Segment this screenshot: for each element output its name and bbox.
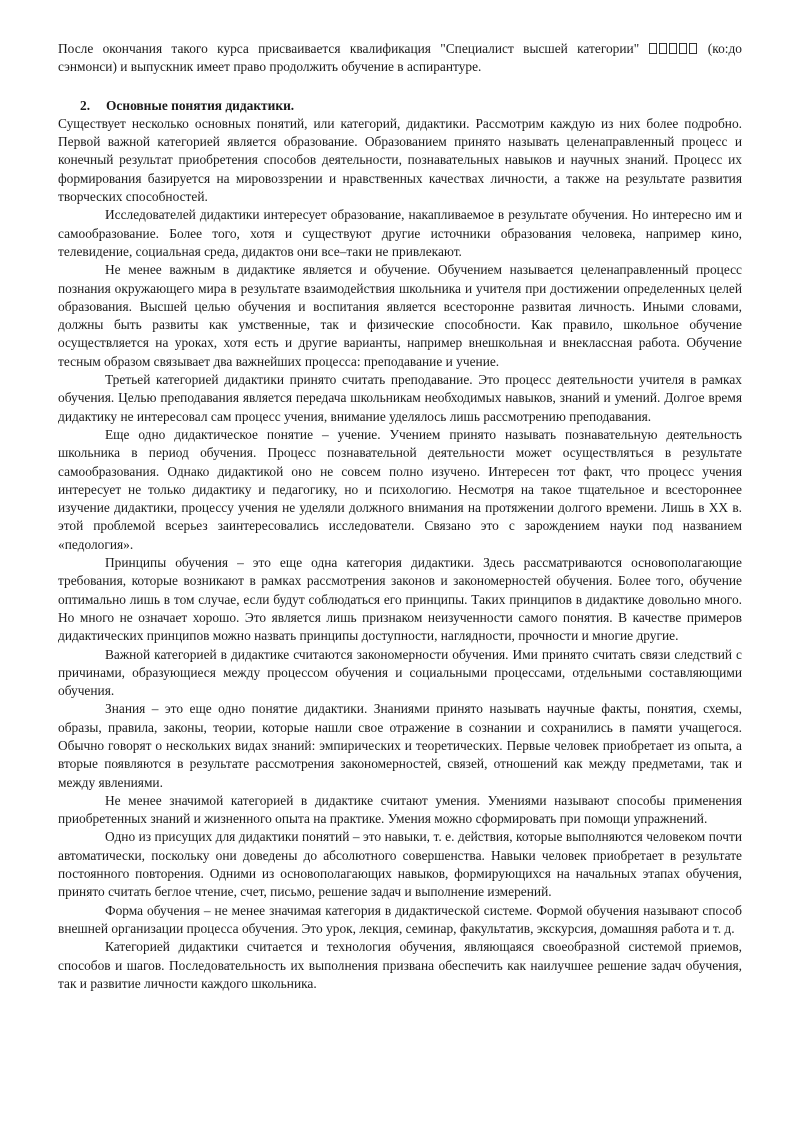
paragraph: Не менее важным в дидактике является и обучение. Обучением называется целенаправленный процесс познания окружающего мира в результате взаимодействия школьника и учителя при достижении определенных целей образования. Высшей целью обучения и воспитания является всесторонне развитая личность. Иными словами, должны быть развиты как умственные, так и физические способности. Как правило, школьное обучение осуществляется на уроках, хотя есть и другие варианты, например внешкольная и внеклассная работа. Обучение тесным образом связывает два важнейших процесса: преподавание и учение. [58, 262, 742, 369]
paragraph: Важной категорией в дидактике считаются закономерности обучения. Ими принято считать связи следствий с причинами, образующиеся между процессом обучения и социальными процессами, отдельными составляющими обучения. [58, 646, 742, 699]
paragraph: Форма обучения – не менее значимая категория в дидактической системе. Формой обучения называют способ внешней организации процесса обучения. Это урок, лекция, семинар, факультатив, экскурсия, домашняя работа и т. д. [58, 902, 742, 936]
missing-glyph-box [679, 43, 687, 54]
body-text [58, 115, 742, 993]
paragraph: Одно из присущих для дидактики понятий – это навыки, т. е. действия, которые выполняются человеком почти автоматически, поскольку они доведены до абсолютного совершенства. Навыки человек приобретает в результате постоянного повторения. Одними из основополагающих навыков, формирующихся на начальных этапах обучения, принято считать беглое чтение, счет, письмо, решение задач и выполнение измерений. [58, 829, 742, 900]
section-title: Основные понятия дидактики. [106, 97, 295, 113]
paragraph: Не менее значимой категорией в дидактике считают умения. Умениями называют способы применения приобретенных знаний и жизненного опыта на практике. Умения можно сформировать при помощи упражнений. [58, 792, 742, 827]
missing-glyph-box [649, 43, 657, 54]
missing-glyph-box [689, 43, 697, 54]
paragraph: Существует несколько основных понятий, или категорий, дидактики. Рассмотрим каждую из них более подробно. Первой важной категорией является образование. Образованием принято называть целенаправленный процесс и конечный результат приобретения способов деятельности, познавательных навыков и научных знаний. Процесс их формирования базируется на мировоззрении и нравственных качествах личности, а также на результате развития творческих способностей. [58, 115, 742, 205]
paragraph: Категорией дидактики считается и технология обучения, являющаяся своеобразной системой приемов, способов и шагов. Последовательность их выполнения призвана обеспечить как наилучшее решение задач обучения, так и развитие личности каждого школьника. [58, 939, 742, 991]
intro-paragraph [58, 40, 742, 77]
paragraph: Принципы обучения – это еще одна категория дидактики. Здесь рассматриваются основополагающие требования, которые возникают в рамках рассмотрения законов и закономерностей обучения. Более того, обучение оптимально лишь в том случае, если будут соблюдаться его принципы. Таких принципов в дидактике довольно много. Но много не означает хорошо. Это является лишь признаком неизученности самого понятия. В качестве примеров дидактических принципов можно назвать принципы доступности, наглядности, прочности и многие другие. [58, 555, 742, 644]
section-number: 2. [80, 97, 91, 113]
paragraph: Знания – это еще одно понятие дидактики. Знаниями принято называть научные факты, понятия, схемы, образы, правила, законы, теории, которые нашли свое отражение в сознании и сохранились в памяти учащегося. Обычно говорят о нескольких видах знаний: эмпирических и теоретических. Первые человек приобретает из опыта, а вторые появляются в результате рассмотрения закономерностей, связей, отношений как между предметами, так и между явлениями. [58, 701, 742, 790]
paragraph: Исследователей дидактики интересует образование, накапливаемое в результате обучения. Но интересно им и самообразование. Более того, хотя и существуют другие источники образования человека, например кино, телевидение, социальная среда, дидактов они все–таки не привлекают. [58, 207, 742, 259]
document-page [58, 40, 742, 993]
intro-text-after: (ко:до сэнмонси) и выпускник имеет право продолжить обучение в аспирантуре. [58, 41, 743, 75]
paragraph: Третьей категорией дидактики принято считать преподавание. Это процесс деятельности учителя в рамках обучения. Целью преподавания является передача школьникам необходимых навыков, знаний и умений. Долгое время дидактику не интересовал сам процесс учения, внимание уделялось лишь рассмотрению преподавания. [58, 372, 742, 424]
paragraph: Еще одно дидактическое понятие – учение. Учением принято называть познавательную деятельность школьника в период обучения. Процесс познавательной деятельности может осуществляться в результате самообразования. Однако дидактикой оно не совсем полно изучено. Интересен тот факт, что процесс учения интересует не только дидактику и педагогику, но и психологию. Несмотря на такое тщательное и всестороннее изучение дидактики, процессу учения не уделяли должного внимания на протяжении долгого времени. Лишь в XX в. этой проблемой всерьез заинтересовались исследователи. Связано это с зарождением науки под названием «педология». [58, 426, 742, 552]
missing-glyphs [648, 41, 698, 56]
section-heading [58, 97, 742, 115]
intro-text-before: После окончания такого курса присваивается квалификация "Специалист высшей категории" [58, 41, 649, 56]
missing-glyph-box [669, 43, 677, 54]
missing-glyph-box [659, 43, 667, 54]
